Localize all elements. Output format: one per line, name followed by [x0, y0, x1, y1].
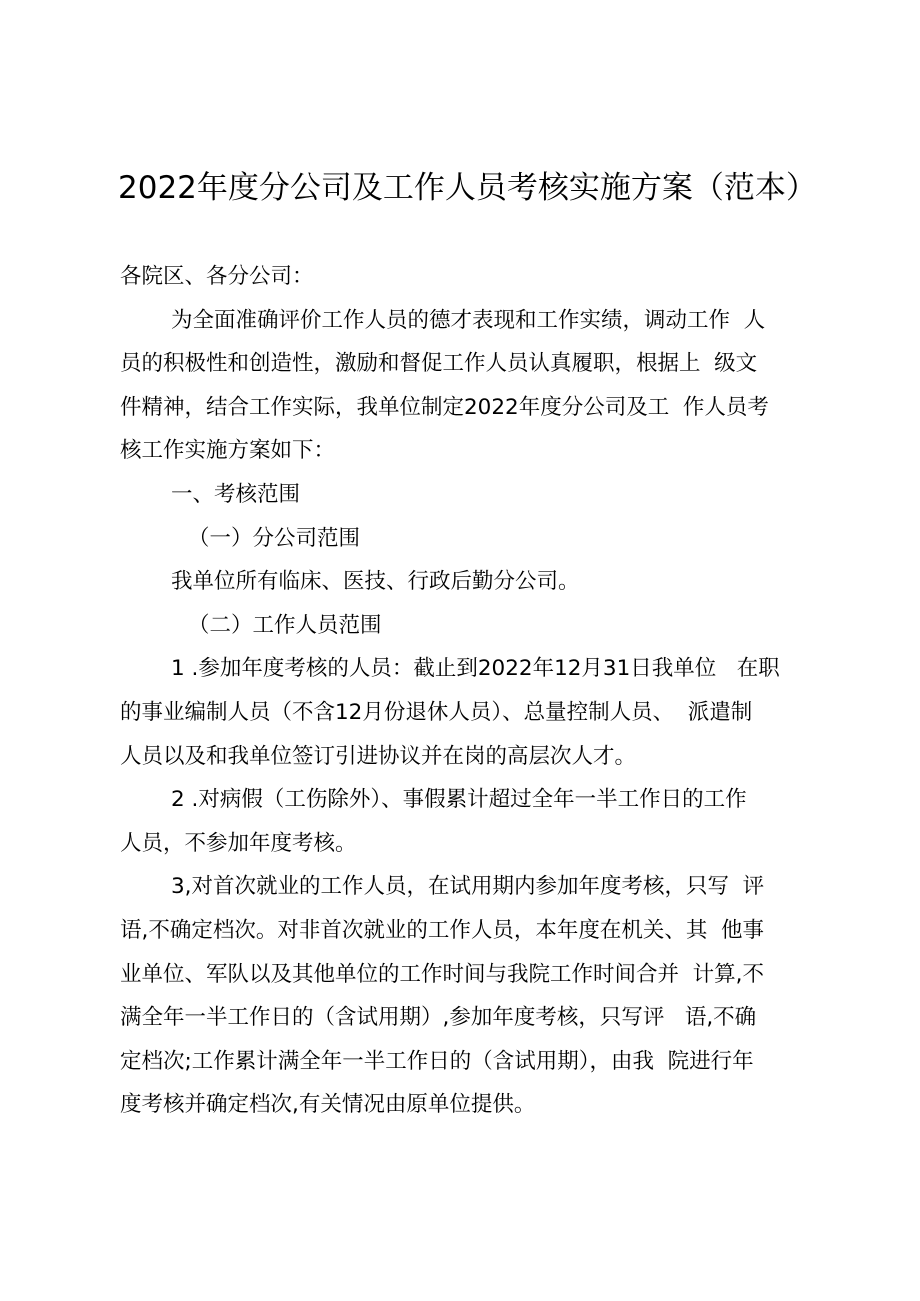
paragraph-line: 核工作实施方案如下：	[120, 438, 336, 464]
document-title: 2022年度分公司及工作人员考核实施方案（范本）	[118, 170, 817, 206]
list-item-line: 业单位、军队以及其他单位的工作时间与我院工作时间合并 计算,不	[120, 961, 765, 987]
subsection-heading: （二）工作人员范围	[188, 612, 382, 638]
paragraph-line: 件精神，结合工作实际，我单位制定2022年度分公司及工 作人员考	[120, 394, 769, 420]
section-heading: 一、考核范围	[171, 481, 301, 507]
subsection-heading: （一）分公司范围	[188, 525, 361, 551]
salutation-line: 各院区、各分公司：	[120, 264, 314, 289]
list-item-line: 2 .对病假（工伤除外）、事假累计超过全年一半工作日的工作	[171, 787, 747, 813]
paragraph-line: 员的积极性和创造性，激励和督促工作人员认真履职，根据上 级文	[120, 351, 758, 377]
list-item-line: 定档次;工作累计满全年一半工作日的（含试用期），由我 院进行年	[120, 1048, 754, 1074]
list-item-line: 语,不确定档次。对非首次就业的工作人员，本年度在机关、其 他事	[120, 917, 765, 943]
list-item-line: 的事业编制人员（不含12月份退休人员）、总量控制人员、 派遣制	[120, 699, 753, 725]
list-item-line: 人员，不参加年度考核。	[120, 830, 357, 856]
document-body	[120, 255, 810, 1127]
list-item-line: 1 .参加年度考核的人员：截止到2022年12月31日我单位 在职	[171, 656, 780, 682]
list-item-line: 度考核并确定档次,有关情况由原单位提供。	[120, 1092, 536, 1118]
paragraph-line: 为全面准确评价工作人员的德才表现和工作实绩，调动工作 人	[171, 307, 766, 333]
paragraph-line: 我单位所有临床、医技、行政后勤分公司。	[171, 569, 580, 595]
list-item-line: 满全年一半工作日的（含试用期）,参加年度考核，只写评 语,不确	[120, 1005, 757, 1031]
list-item-line: 人员以及和我单位签订引进协议并在岗的高层次人才。	[120, 743, 637, 769]
list-item-line: 3,对首次就业的工作人员，在试用期内参加年度考核，只写 评	[171, 874, 765, 900]
